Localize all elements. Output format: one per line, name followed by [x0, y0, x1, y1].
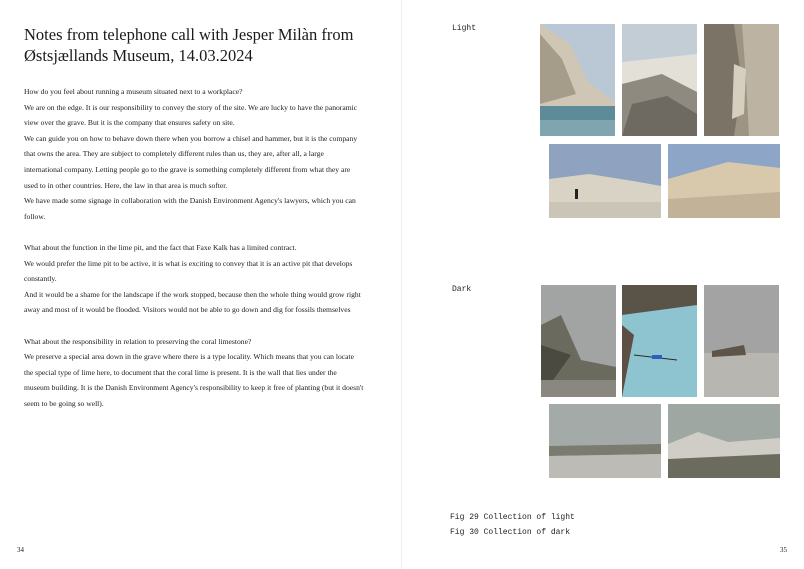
paragraph: We preserve a special area down in the grave where there is a type locality. Which means that you can locate the special type of lime here, to document that the coral lime is present. It is the wall that lies under the museum building. It is the Danish Environment Agency's responsibility to keep it free of planting (but it doesn't seem to be going so well).	[24, 352, 364, 408]
figure-caption-light: Fig 29 Collection of light	[450, 513, 575, 522]
paragraph: What about the function in the lime pit, and the fact that Faxe Kalk has a limited contract.	[24, 242, 297, 252]
paragraph-spacer	[24, 318, 364, 334]
light-photo-sand-slope	[668, 144, 780, 218]
figure-caption-dark: Fig 30 Collection of dark	[450, 528, 571, 537]
light-photo-rock-gully	[704, 24, 779, 136]
light-photo-cliff-water	[540, 24, 615, 136]
paragraph: How do you feel about running a museum situated next to a workplace?	[24, 87, 243, 96]
paragraph: We have made some signage in collaboration with the Danish Environment Agency's lawyers, which you can follow.	[24, 196, 356, 221]
dark-photo-chalk-hill	[668, 404, 780, 478]
dark-photo-fog-machinery	[704, 285, 779, 397]
dark-photo-grey-road	[549, 404, 661, 478]
interview-body	[24, 84, 364, 411]
interview-title: Notes from telephone call with Jesper Milàn from Østsjællands Museum, 14.03.2024	[24, 25, 354, 65]
paragraph: And it would be a shame for the landscape if the work stopped, because then the whole thing would grow right away and most of it would be flooded. Visitors would not be able to go down and dig for fossils themselves	[24, 289, 361, 315]
paragraph: We would prefer the lime pit to be active, it is what is exciting to convey that it is an active pit that develops constantly.	[24, 258, 353, 284]
dark-photo-misty-slope	[541, 285, 616, 397]
dark-photo-turquoise-water	[622, 285, 697, 397]
dark-label: Dark	[452, 285, 472, 294]
page-number-right: 35	[780, 546, 787, 554]
paragraph: We are on the edge. It is our responsibility to convey the story of the site. We are lucky to have the panoramic view over the grave. But it is the company that ensures safety on site.	[24, 102, 358, 128]
light-photo-person-quarry	[549, 144, 661, 218]
light-photo-white-quarry	[622, 24, 697, 136]
paragraph: We can guide you on how to behave down there when you borrow a chisel and hammer, but it is the company that owns the area. They are subject to completely different rules than us, they are, after all, a large international company. Letting people go to the grave is something completely different from what they are used to in other countries. Here, the law in that area is much softer.	[24, 133, 358, 190]
light-label: Light	[452, 24, 477, 33]
paragraph: What about the responsibility in relation to preserving the coral limestone?	[24, 336, 252, 346]
paragraph-spacer	[24, 224, 364, 240]
page-number-left: 34	[17, 546, 24, 554]
